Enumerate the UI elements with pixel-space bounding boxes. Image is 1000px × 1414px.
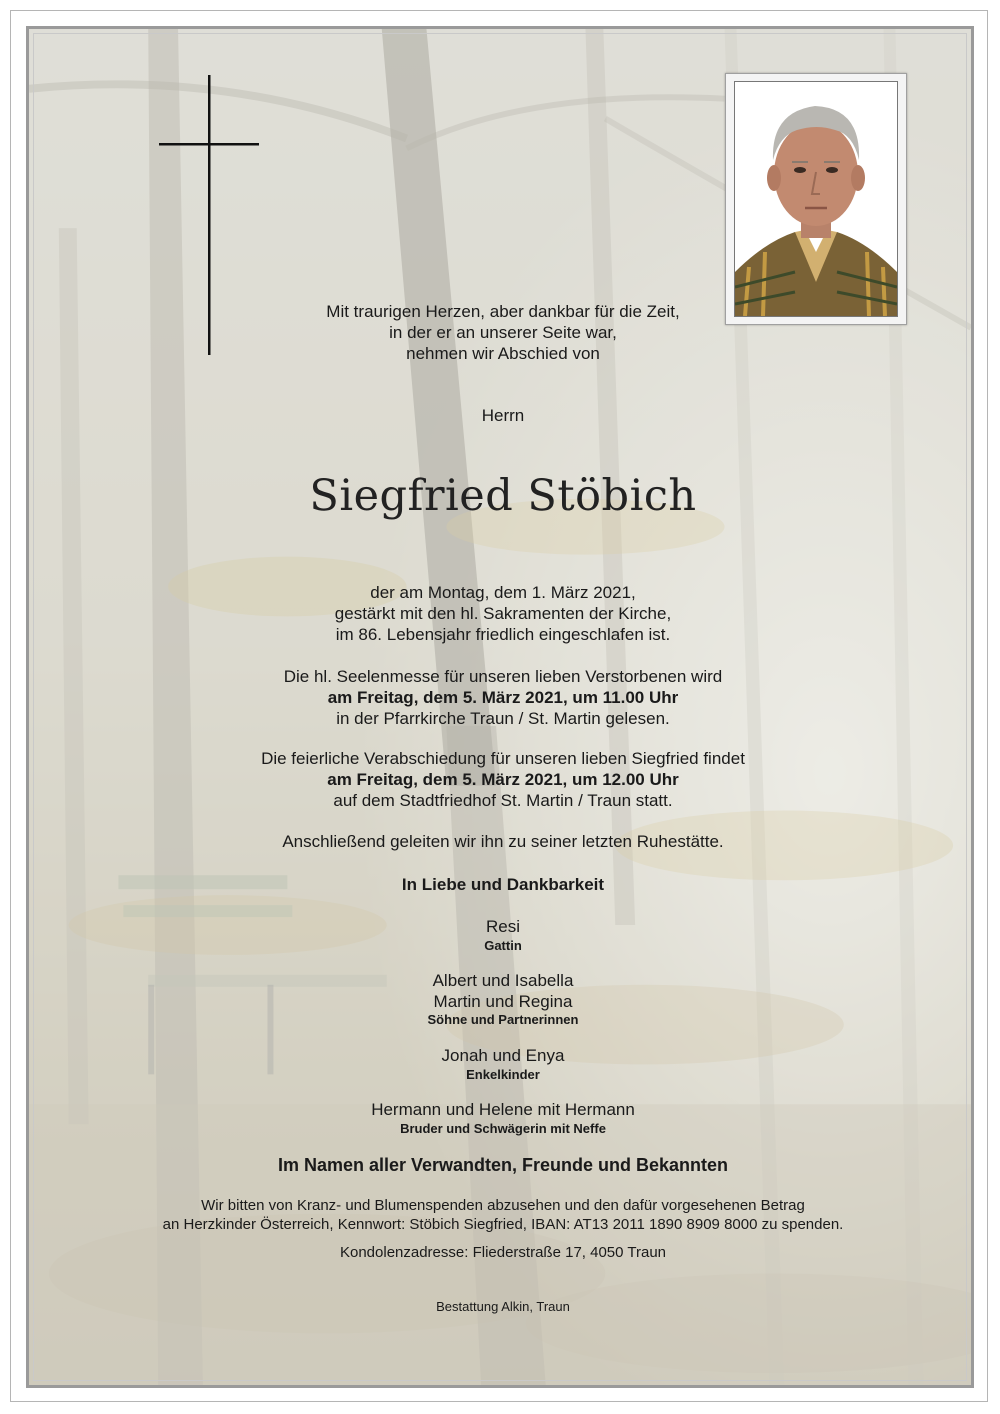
- mass-date: am Freitag, dem 5. März 2021, um 11.00 Uhr: [327, 688, 679, 707]
- mass-line-3: in der Pfarrkirche Traun / St. Martin gelesen.: [336, 709, 670, 728]
- farewell-line-3: auf dem Stadtfriedhof St. Martin / Traun statt.: [333, 791, 673, 810]
- portrait-frame: [725, 73, 907, 325]
- deceased-name: Siegfried Stöbich: [309, 471, 697, 521]
- farewell-date: am Freitag, dem 5. März 2021, um 12.00 Uhr: [327, 770, 679, 789]
- mourner-name: Jonah und Enya: [441, 1046, 565, 1065]
- undertaker-credit: Bestattung Alkin, Traun: [436, 1299, 570, 1314]
- intro-line-1: Mit traurigen Herzen, aber dankbar für die Zeit,: [326, 302, 680, 321]
- donation-line-2: an Herzkinder Österreich, Kennwort: Stöbich Siegfried, IBAN: AT13 2011 1890 8909 8000 zu spenden.: [162, 1216, 844, 1233]
- notice-content: [29, 29, 971, 1385]
- death-info-line-1: der am Montag, dem 1. März 2021,: [370, 583, 636, 602]
- intro-line-2: in der er an unserer Seite war,: [389, 323, 617, 342]
- mourner-relation: Gattin: [484, 938, 522, 953]
- mourner-name: Resi: [485, 917, 520, 936]
- mourner-relation: Söhne und Partnerinnen: [427, 1012, 579, 1027]
- condolence-address: Kondolenzadresse: Fliederstraße 17, 4050 Traun: [339, 1244, 667, 1261]
- notice-frame: [26, 26, 974, 1388]
- mourner-relation: Bruder und Schwägerin mit Neffe: [400, 1121, 606, 1136]
- portrait-photo: [734, 81, 898, 317]
- closing-line: In Liebe und Dankbarkeit: [401, 875, 605, 894]
- burial-line: Anschließend geleiten wir ihn zu seiner letzten Ruhestätte.: [282, 832, 724, 851]
- death-info-line-3: im 86. Lebensjahr friedlich eingeschlafen ist.: [335, 625, 671, 644]
- mourner-name: Hermann und Helene mit Hermann: [371, 1100, 635, 1119]
- death-info-line-2: gestärkt mit den hl. Sakramenten der Kirche,: [334, 604, 672, 623]
- mourner-name: Albert und Isabella: [432, 971, 574, 990]
- on-behalf-line: Im Namen aller Verwandten, Freunde und Bekannten: [277, 1155, 729, 1175]
- salutation: Herrn: [481, 406, 525, 425]
- mass-line-1: Die hl. Seelenmesse für unseren lieben Verstorbenen wird: [283, 667, 723, 686]
- farewell-line-1: Die feierliche Verabschiedung für unseren lieben Siegfried findet: [261, 749, 745, 768]
- intro-line-3: nehmen wir Abschied von: [406, 344, 600, 363]
- mourner-name: Martin und Regina: [433, 992, 573, 1011]
- mourner-relation: Enkelkinder: [466, 1067, 540, 1082]
- donation-line-1: Wir bitten von Kranz- und Blumenspenden abzusehen und den dafür vorgesehenen Betrag: [201, 1197, 805, 1214]
